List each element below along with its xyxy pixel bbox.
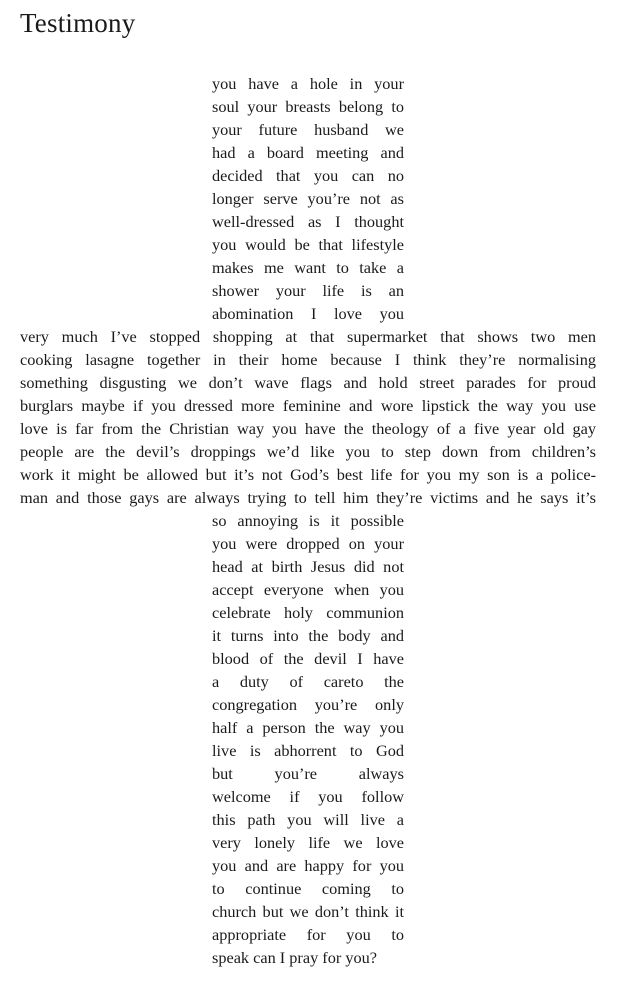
poem-line: welcome if you follow bbox=[212, 787, 404, 806]
poem-stanza-top bbox=[212, 72, 404, 325]
poem-line: celebrate holy communion bbox=[212, 603, 404, 622]
poem-line: people are the devil’s droppings we’d like you to step down from children’s bbox=[20, 442, 596, 461]
poem-line: it turns into the body and bbox=[212, 626, 404, 645]
poem-line: soul your breasts belong to bbox=[212, 97, 404, 116]
poem-line: to continue coming to bbox=[212, 879, 404, 898]
poem-stanza-wide bbox=[20, 325, 596, 509]
poem-line: man and those gays are always trying to tell him they’re victims and he says it’s bbox=[20, 488, 596, 507]
poem-line: church but we don’t think it bbox=[212, 902, 404, 921]
poem-line: you and are happy for you bbox=[212, 856, 404, 875]
poem-line: work it might be allowed but it’s not God’s best life for you my son is a police- bbox=[20, 465, 596, 484]
poem-line: burglars maybe if you dressed more feminine and wore lipstick the way you use bbox=[20, 396, 596, 415]
poem-line: your future husband we bbox=[212, 120, 404, 139]
poem-line: cooking lasagne together in their home because I think they’re normalising bbox=[20, 350, 596, 369]
poem-line: makes me want to take a bbox=[212, 258, 404, 277]
poem-line: head at birth Jesus did not bbox=[212, 557, 404, 576]
poem-line: something disgusting we don’t wave flags and hold street parades for proud bbox=[20, 373, 596, 392]
poem-line: accept everyone when you bbox=[212, 580, 404, 599]
poem-line: half a person the way you bbox=[212, 718, 404, 737]
poem-line: you would be that lifestyle bbox=[212, 235, 404, 254]
poem-line: live is abhorrent to God bbox=[212, 741, 404, 760]
poem-line: speak can I pray for you? bbox=[212, 948, 377, 967]
poem-line: longer serve you’re not as bbox=[212, 189, 404, 208]
poem-title: Testimony bbox=[20, 8, 136, 38]
poem-line: you have a hole in your bbox=[212, 74, 404, 93]
poem-line: congregation you’re only bbox=[212, 695, 404, 714]
poem-line: well-dressed as I thought bbox=[212, 212, 404, 231]
poem-line: shower your life is an bbox=[212, 281, 404, 300]
poem-line: abomination I love you bbox=[212, 304, 404, 323]
poem-line: appropriate for you to bbox=[212, 925, 404, 944]
poem-line: decided that you can no bbox=[212, 166, 404, 185]
poem-line: so annoying is it possible bbox=[212, 511, 404, 530]
poem-line: very much I’ve stopped shopping at that supermarket that shows two men bbox=[20, 327, 596, 346]
poem-line: very lonely life we love bbox=[212, 833, 404, 852]
poem-line: you were dropped on your bbox=[212, 534, 404, 553]
poem-line: love is far from the Christian way you have the theology of a five year old gay bbox=[20, 419, 596, 438]
poem-line: blood of the devil I have bbox=[212, 649, 404, 668]
poem-line: had a board meeting and bbox=[212, 143, 404, 162]
poem-line: a duty of careto the bbox=[212, 672, 404, 691]
poem-line: but you’re always bbox=[212, 764, 404, 783]
poem-stanza-bottom bbox=[212, 509, 404, 969]
poem-line: this path you will live a bbox=[212, 810, 404, 829]
